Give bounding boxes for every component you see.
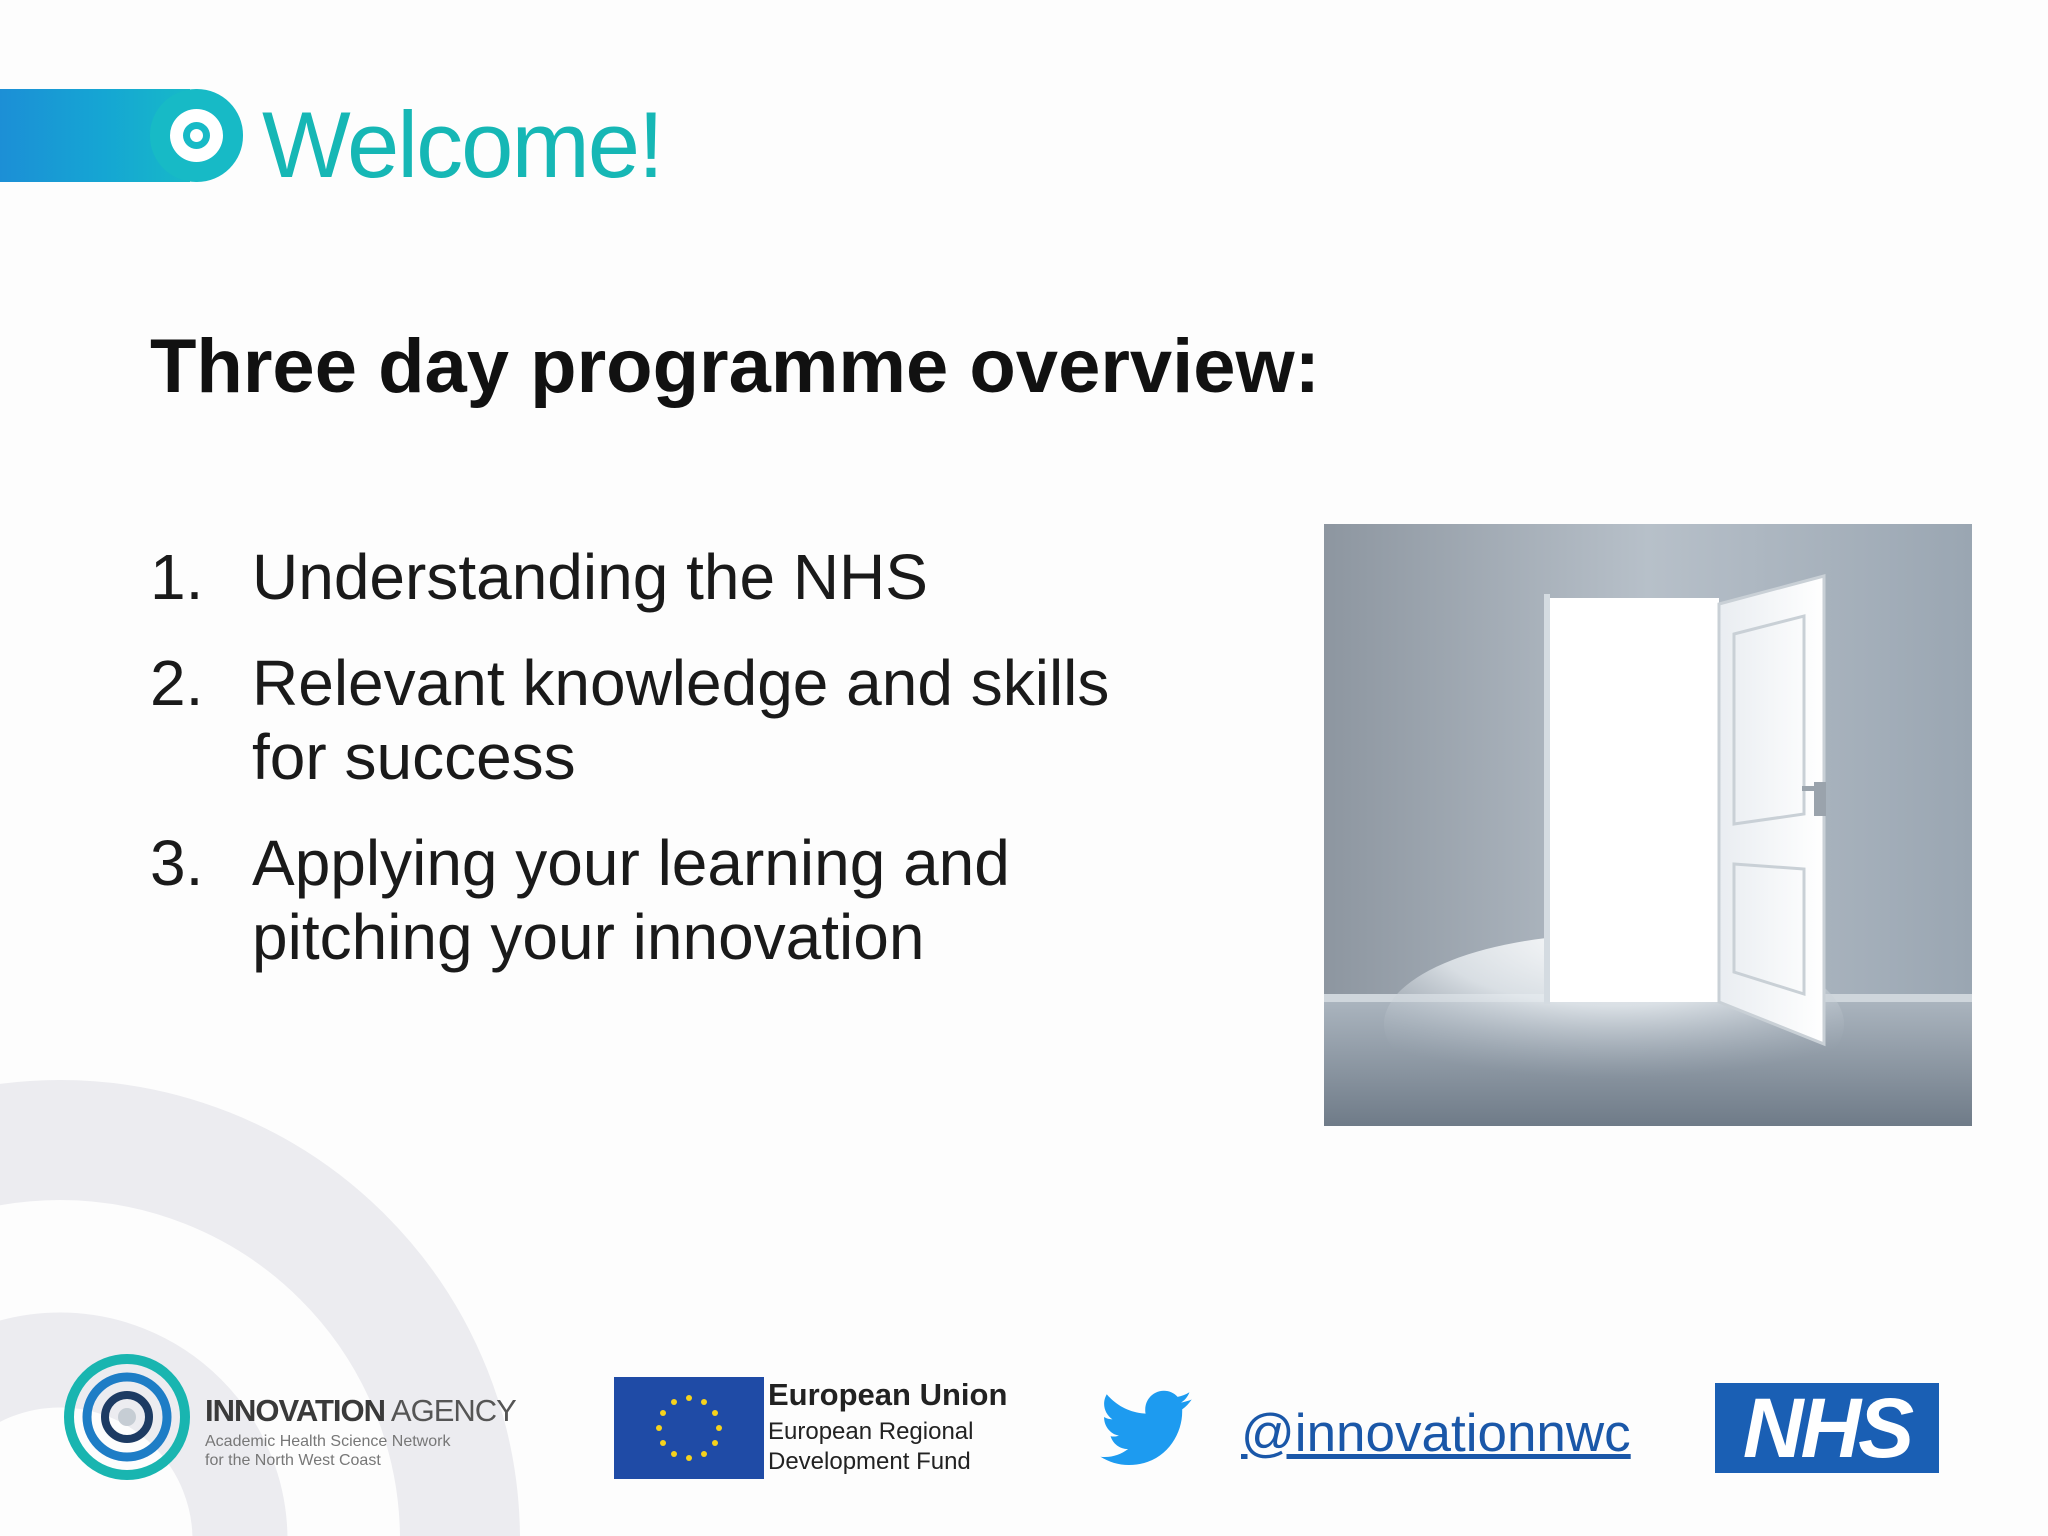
eu-line-2: Development Fund — [768, 1448, 971, 1475]
innovation-agency-logo-icon — [64, 1354, 190, 1480]
innovation-agency-name-bold: INNOVATION — [205, 1393, 386, 1428]
list-item — [150, 646, 1300, 794]
nhs-logo — [1715, 1383, 1939, 1473]
innovation-agency-subtitle — [205, 1432, 450, 1470]
list-item-number: 1. — [150, 541, 204, 613]
list-item-number: 3. — [150, 827, 204, 899]
nhs-logo-text: NHS — [1742, 1381, 1912, 1475]
innovation-agency-sub1: Academic Health Science Network — [205, 1433, 451, 1450]
list-item — [150, 826, 1300, 974]
twitter-handle-link[interactable]: @innovationnwc — [1241, 1404, 1631, 1463]
innovation-agency-sub2: for the North West Coast — [205, 1452, 381, 1469]
list-item-text: Relevant knowledge and skills — [252, 647, 1110, 719]
list-item-text-cont: pitching your innovation — [252, 901, 925, 973]
list-item-text-cont: for success — [252, 721, 576, 793]
twitter-bird-icon[interactable] — [1100, 1390, 1192, 1470]
list-item-number: 2. — [150, 647, 204, 719]
target-ring-icon-dot — [190, 129, 203, 142]
list-item-text: Applying your learning and — [252, 827, 1010, 899]
list-item — [150, 540, 1300, 614]
open-door-photo — [1324, 524, 1972, 1126]
programme-list — [150, 540, 1300, 1006]
eu-flag-icon — [614, 1377, 764, 1479]
slide-title: Welcome! — [262, 92, 663, 197]
innovation-agency-name-light: AGENCY — [385, 1393, 516, 1428]
eu-line-1: European Regional — [768, 1418, 974, 1445]
list-item-text: Understanding the NHS — [252, 541, 928, 613]
slide-subtitle: Three day programme overview: — [150, 324, 1320, 409]
innovation-agency-name — [205, 1393, 516, 1429]
eu-title: European Union — [768, 1377, 1008, 1412]
